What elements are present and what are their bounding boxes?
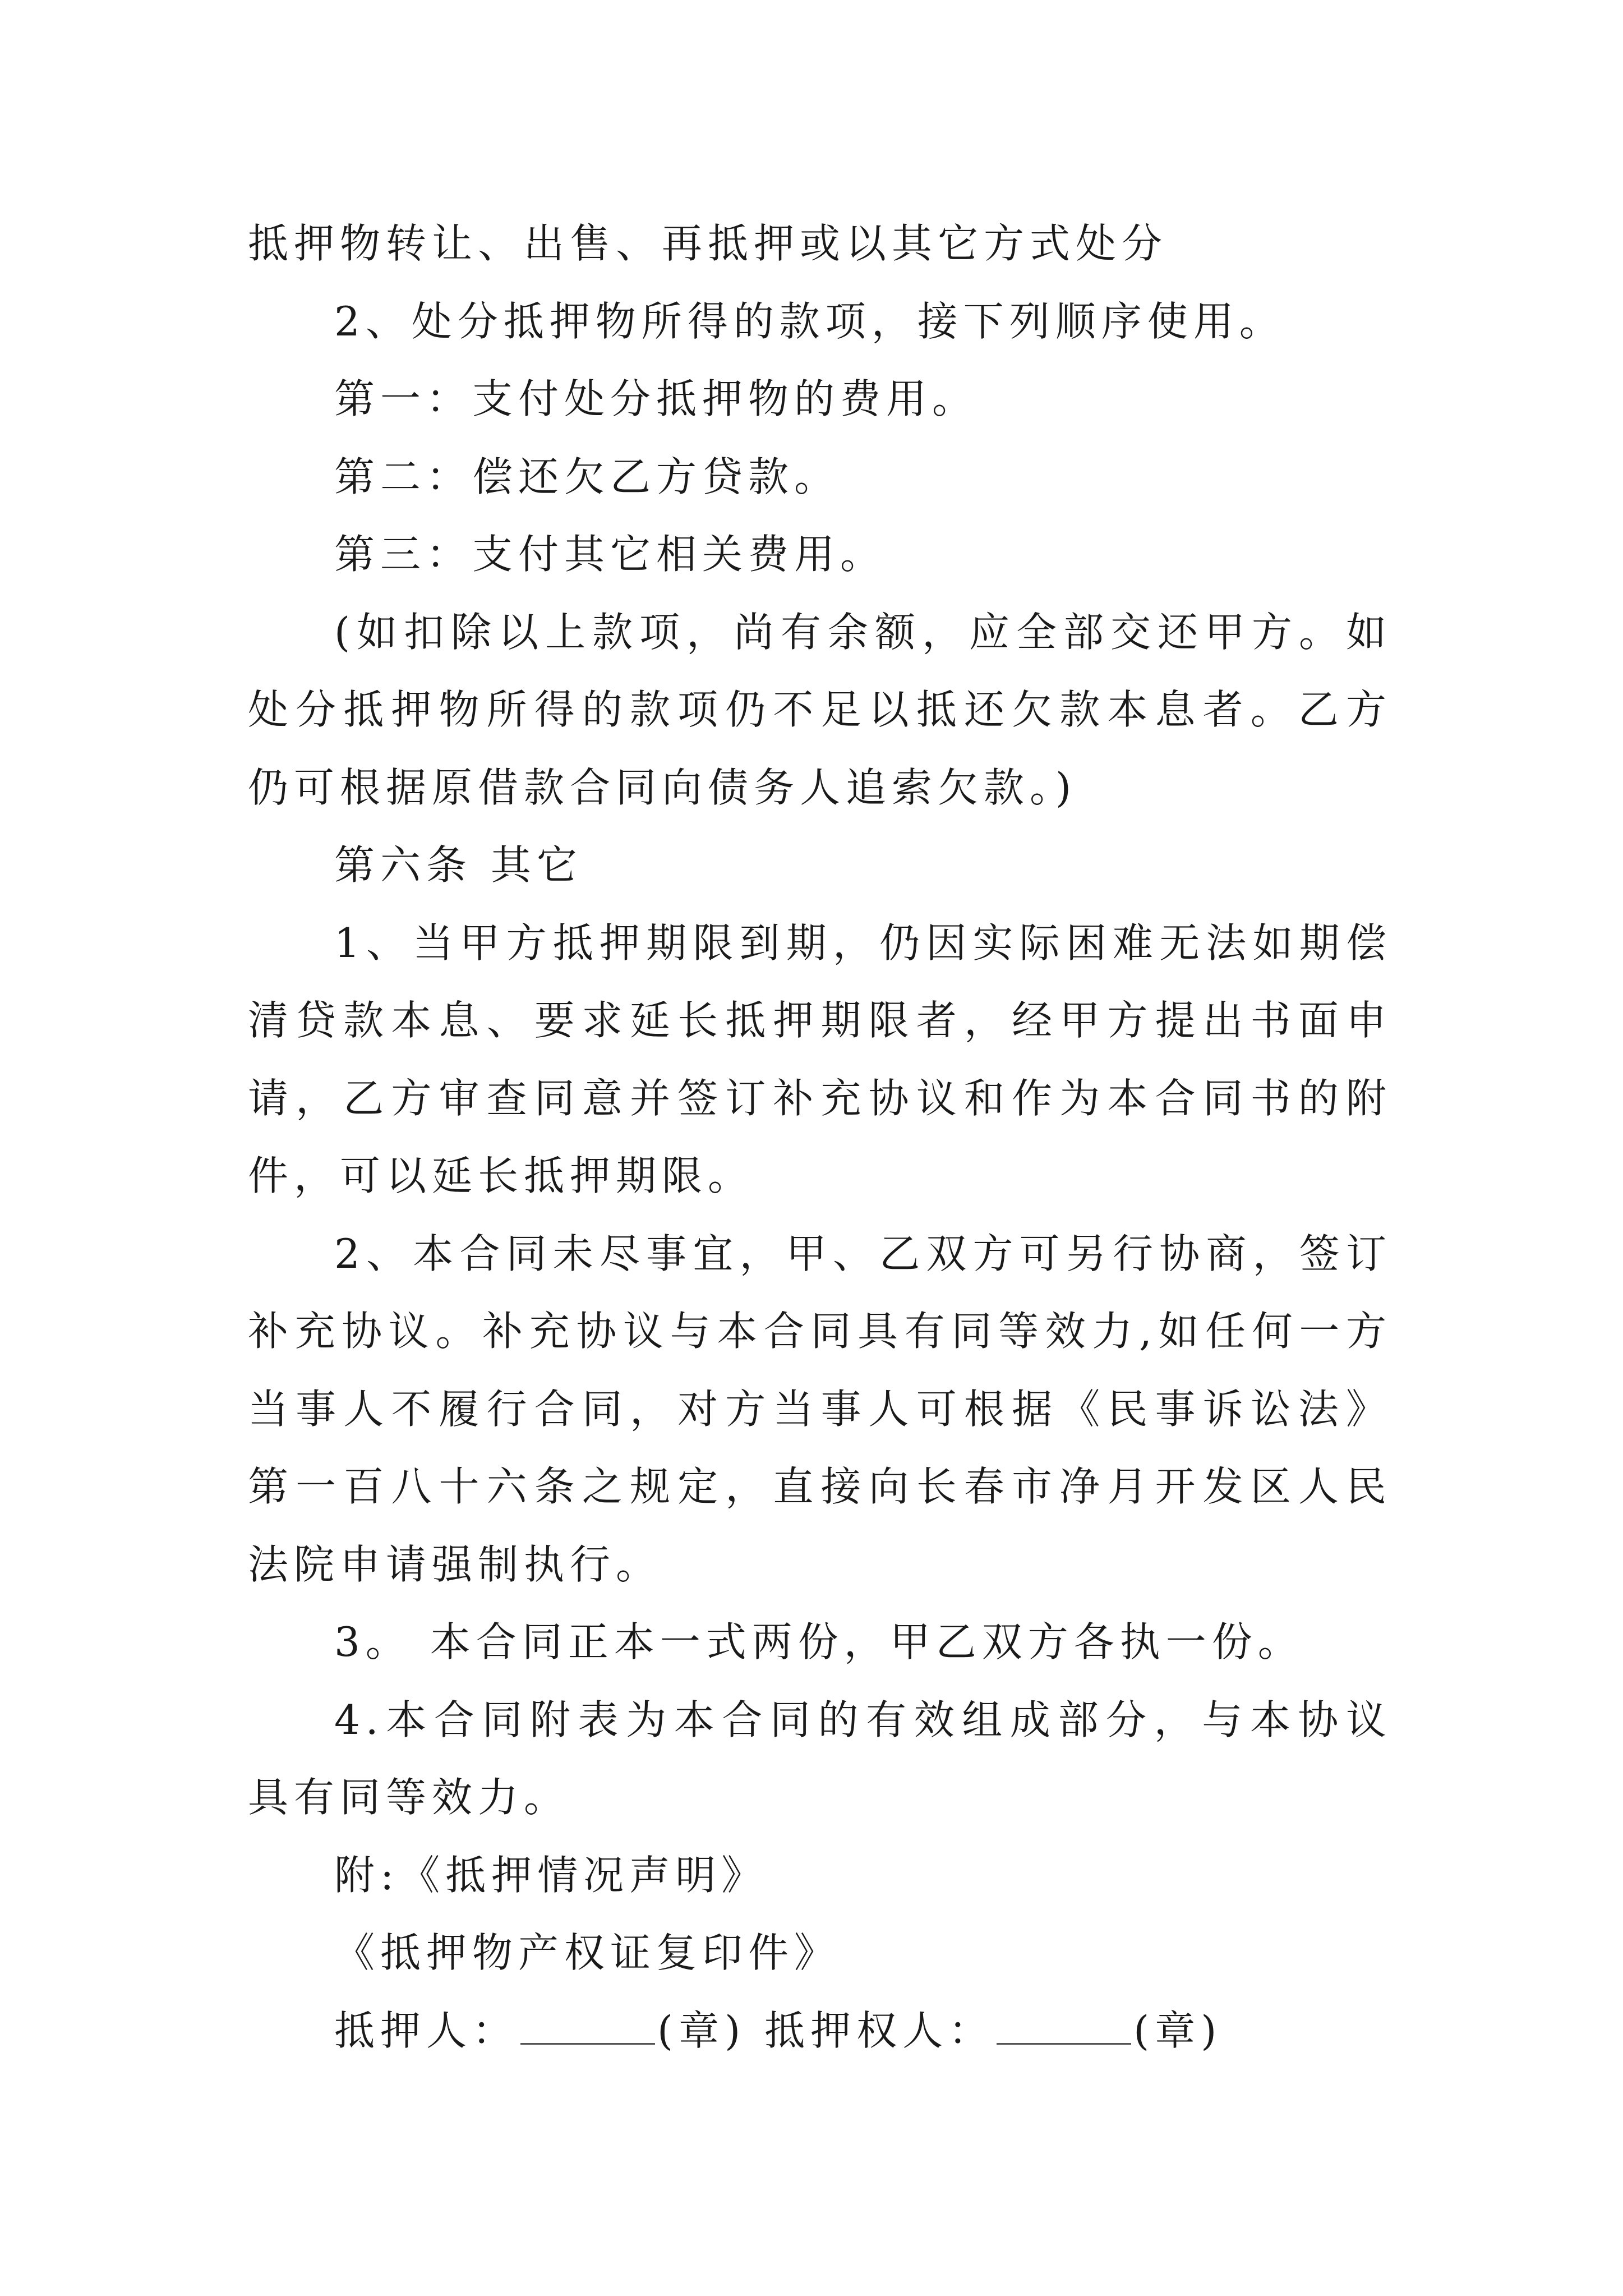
paragraph: 第一：支付处分抵押物的费用。 bbox=[334, 375, 979, 422]
paragraph: 1、当甲方抵押期限到期，仍因实际困难无法如期偿清贷款本息、要求延长抵押期限者，经甲方提出书面申请，乙方审查同意并签订补充协议和作为本合同书的附件，可以延长抵押期限。 bbox=[248, 919, 1392, 1199]
attachment-line: 附:《抵押情况声明》 bbox=[334, 1851, 768, 1899]
signature-line bbox=[248, 1992, 1392, 2070]
paragraph: 第三：支付其它相关费用。 bbox=[334, 531, 887, 578]
mortgagor-blank bbox=[520, 2008, 655, 2045]
mortgagee-label: 抵押权人： bbox=[764, 2007, 995, 2054]
section-heading: 第六条 其它 bbox=[334, 841, 583, 889]
attachment-line: 《抵押物产权证复印件》 bbox=[334, 1929, 841, 1976]
paragraph: 2、处分抵押物所得的款项，接下列顺序使用。 bbox=[334, 297, 1285, 345]
paragraph: 2、本合同未尽事宜，甲、乙双方可另行协商，签订补充协议。补充协议与本合同具有同等效力,如任何一方当事人不履行合同，对方当事人可根据《民事诉讼法》第一百八十六条之规定，直接向长春市净月开发区人民法院申请强制执行。 bbox=[248, 1230, 1392, 1588]
mortgagor-seal: (章) bbox=[657, 2007, 746, 2054]
document-body bbox=[248, 205, 1392, 2069]
mortgagor-label: 抵押人： bbox=[334, 2007, 519, 2054]
paragraph: 第二：偿还欠乙方贷款。 bbox=[334, 453, 841, 500]
paragraph: 4.本合同附表为本合同的有效组成部分，与本协议具有同等效力。 bbox=[248, 1696, 1392, 1821]
mortgagee-blank bbox=[997, 2008, 1131, 2045]
paragraph: (如扣除以上款项，尚有余额，应全部交还甲方。如处分抵押物所得的款项仍不足以抵还欠款本息者。乙方仍可根据原借款合同向债务人追索欠款。) bbox=[248, 608, 1392, 811]
mortgagee-seal: (章) bbox=[1133, 2007, 1223, 2054]
paragraph: 3。 本合同正本一式两份，甲乙双方各执一份。 bbox=[334, 1618, 1304, 1665]
paragraph: 抵押物转让、出售、再抵押或以其它方式处分 bbox=[248, 220, 1168, 267]
